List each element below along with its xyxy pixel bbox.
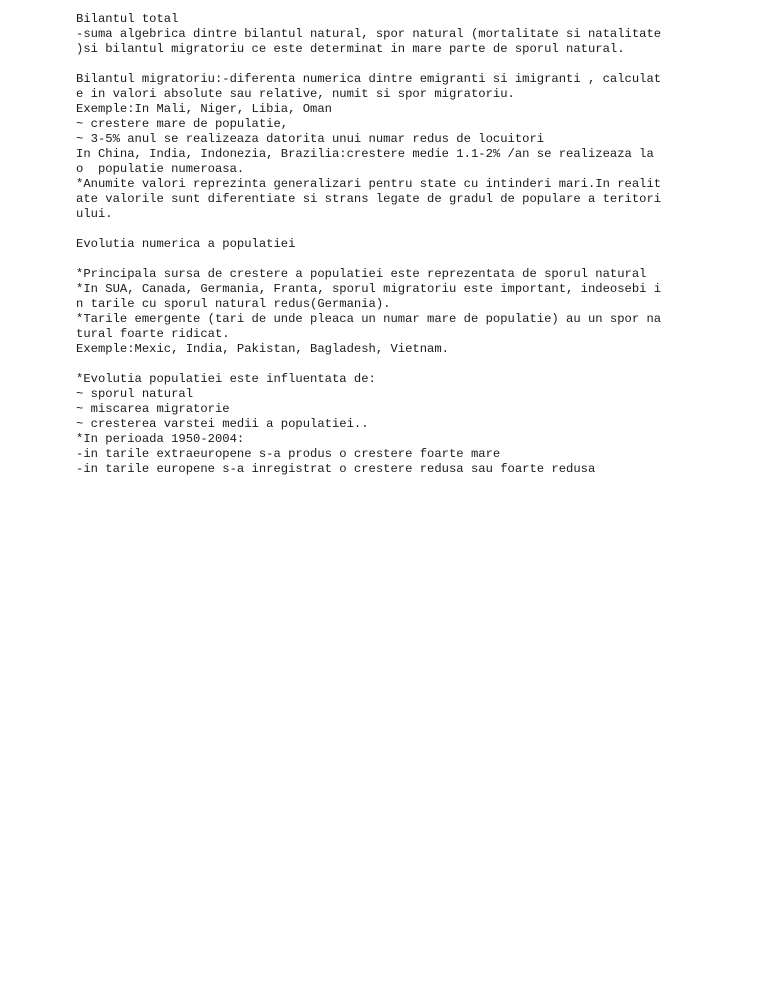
text-line: n tarile cu sporul natural redus(Germania). [76,297,391,311]
blank-line [76,357,696,372]
text-line: *In perioada 1950-2004: [76,432,245,446]
text-line: ~ cresterea varstei medii a populatiei.. [76,417,369,431]
text-line: Exemple:Mexic, India, Pakistan, Bagladesh, Vietnam. [76,342,449,356]
text-line: ~ 3-5% anul se realizeaza datorita unui numar redus de locuitori [76,132,545,146]
text-line: o populatie numeroasa. [76,162,245,176]
text-line: *In SUA, Canada, Germania, Franta, sporul migratoriu este important, indeosebi i [76,282,662,296]
text-line: ~ sporul natural [76,387,194,401]
text-line: ului. [76,207,113,221]
text-line: In China, India, Indonezia, Brazilia:crestere medie 1.1-2% /an se realizeaza la [76,147,654,161]
text-line: -in tarile extraeuropene s-a produs o crestere foarte mare [76,447,501,461]
text-line: -in tarile europene s-a inregistrat o crestere redusa sau foarte redusa [76,462,596,476]
blank-line [76,252,696,267]
text-line: )si bilantul migratoriu ce este determinat in mare parte de sporul natural. [76,42,625,56]
blank-line [76,222,696,237]
blank-line [76,57,696,72]
text-line: ate valorile sunt diferentiate si strans legate de gradul de populare a teritori [76,192,662,206]
text-line: *Tarile emergente (tari de unde pleaca un numar mare de populatie) au un spor na [76,312,662,326]
text-line: tural foarte ridicat. [76,327,230,341]
text-line: Bilantul total [76,12,179,26]
document-body [76,12,696,477]
text-line: *Principala sursa de crestere a populatiei este reprezentata de sporul natural [76,267,647,281]
text-line: Bilantul migratoriu:-diferenta numerica dintre emigranti si imigranti , calculat [76,72,662,86]
section-heading: Evolutia numerica a populatiei [76,237,296,251]
text-line: e in valori absolute sau relative, numit si spor migratoriu. [76,87,515,101]
text-line: -suma algebrica dintre bilantul natural, spor natural (mortalitate si natalitate [76,27,662,41]
text-line: *Evolutia populatiei este influentata de: [76,372,376,386]
text-line: *Anumite valori reprezinta generalizari pentru state cu intinderi mari.In realit [76,177,662,191]
text-line: Exemple:In Mali, Niger, Libia, Oman [76,102,332,116]
text-line: ~ miscarea migratorie [76,402,230,416]
text-line: ~ crestere mare de populatie, [76,117,289,131]
